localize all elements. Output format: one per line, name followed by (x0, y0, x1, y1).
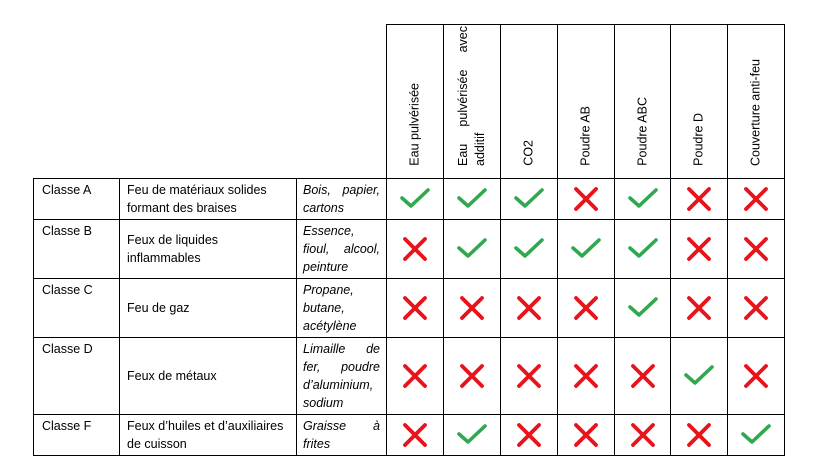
compatibility-cell (615, 415, 671, 456)
check-icon (457, 187, 487, 211)
compatibility-cell (501, 279, 558, 338)
cross-icon (514, 296, 544, 320)
compatibility-cell (444, 179, 501, 220)
check-icon (514, 187, 544, 211)
column-header-label: Poudre D (691, 113, 706, 166)
check-icon (457, 423, 487, 447)
cross-icon (684, 423, 714, 447)
table-row (34, 220, 785, 279)
check-icon (628, 187, 658, 211)
compatibility-cell (558, 279, 615, 338)
class-cell: Classe B (34, 220, 120, 279)
cross-icon (514, 423, 544, 447)
cross-icon (571, 364, 601, 388)
check-icon (571, 237, 601, 261)
compatibility-cell (387, 415, 444, 456)
compatibility-cell (671, 338, 728, 415)
cross-icon (741, 187, 771, 211)
column-header (387, 25, 444, 179)
class-cell: Classe D (34, 338, 120, 415)
compatibility-cell (444, 338, 501, 415)
check-icon (628, 237, 658, 261)
compatibility-cell (501, 338, 558, 415)
description-cell: Feux de liquides inflammables (120, 220, 297, 279)
description-cell: Feux d’huiles et d’auxiliaires de cuisson (120, 415, 297, 456)
cross-icon (741, 237, 771, 261)
cross-icon (741, 296, 771, 320)
column-header-label: Poudre AB (578, 106, 593, 166)
cross-icon (400, 364, 430, 388)
cross-icon (400, 296, 430, 320)
description-cell: Feu de gaz (120, 279, 297, 338)
compatibility-cell (671, 220, 728, 279)
compatibility-cell (444, 279, 501, 338)
cross-icon (571, 296, 601, 320)
compatibility-cell (444, 415, 501, 456)
column-header (558, 25, 615, 179)
compatibility-cell (558, 179, 615, 220)
header-row (34, 25, 785, 179)
column-header (728, 25, 785, 179)
compatibility-cell (671, 415, 728, 456)
header-blank (34, 25, 120, 179)
compatibility-cell (728, 338, 785, 415)
compatibility-cell (728, 279, 785, 338)
compatibility-cell (615, 220, 671, 279)
class-cell: Classe F (34, 415, 120, 456)
header-blank (120, 25, 297, 179)
description-cell: Feux de métaux (120, 338, 297, 415)
table-row (34, 279, 785, 338)
cross-icon (400, 423, 430, 447)
compatibility-cell (387, 220, 444, 279)
examples-cell: Graisse à frites (297, 415, 387, 456)
cross-icon (684, 237, 714, 261)
compatibility-cell (387, 338, 444, 415)
column-header-label: Couverture anti-feu (748, 58, 763, 166)
cross-icon (400, 237, 430, 261)
column-header (615, 25, 671, 179)
examples-cell: Limaille de fer, poudre d’aluminium, sodium (297, 338, 387, 415)
compatibility-cell (615, 279, 671, 338)
cross-icon (514, 364, 544, 388)
compatibility-cell (501, 179, 558, 220)
table-row (34, 338, 785, 415)
compatibility-cell (558, 415, 615, 456)
check-icon (514, 237, 544, 261)
cross-icon (684, 187, 714, 211)
compatibility-cell (387, 179, 444, 220)
compatibility-cell (671, 179, 728, 220)
header-blank (297, 25, 387, 179)
class-cell: Classe A (34, 179, 120, 220)
class-cell: Classe C (34, 279, 120, 338)
compatibility-cell (728, 220, 785, 279)
cross-icon (457, 364, 487, 388)
column-header-label: Eau pulvérisée (407, 83, 422, 166)
compatibility-cell (671, 279, 728, 338)
column-header-label: Eau pulvérisée avec additif (456, 26, 487, 166)
column-header (444, 25, 501, 179)
column-header (501, 25, 558, 179)
cross-icon (684, 296, 714, 320)
column-header-label: CO2 (521, 140, 536, 166)
check-icon (628, 296, 658, 320)
compatibility-cell (501, 415, 558, 456)
compatibility-cell (501, 220, 558, 279)
compatibility-cell (558, 338, 615, 415)
column-header (671, 25, 728, 179)
check-icon (684, 364, 714, 388)
compatibility-cell (615, 338, 671, 415)
compatibility-cell (387, 279, 444, 338)
extinguisher-table (33, 24, 785, 456)
cross-icon (741, 364, 771, 388)
check-icon (457, 237, 487, 261)
examples-cell: Essence, fioul, alcool, peinture (297, 220, 387, 279)
table-row (34, 415, 785, 456)
examples-cell: Propane, butane, acétylène (297, 279, 387, 338)
check-icon (741, 423, 771, 447)
compatibility-cell (615, 179, 671, 220)
column-header-label: Poudre ABC (635, 97, 649, 166)
compatibility-cell (728, 179, 785, 220)
compatibility-cell (558, 220, 615, 279)
examples-cell: Bois, papier, cartons (297, 179, 387, 220)
cross-icon (628, 364, 658, 388)
compatibility-cell (444, 220, 501, 279)
cross-icon (571, 423, 601, 447)
cross-icon (628, 423, 658, 447)
check-icon (400, 187, 430, 211)
compatibility-cell (728, 415, 785, 456)
cross-icon (571, 187, 601, 211)
table-row (34, 179, 785, 220)
cross-icon (457, 296, 487, 320)
description-cell: Feu de matériaux solides formant des braises (120, 179, 297, 220)
